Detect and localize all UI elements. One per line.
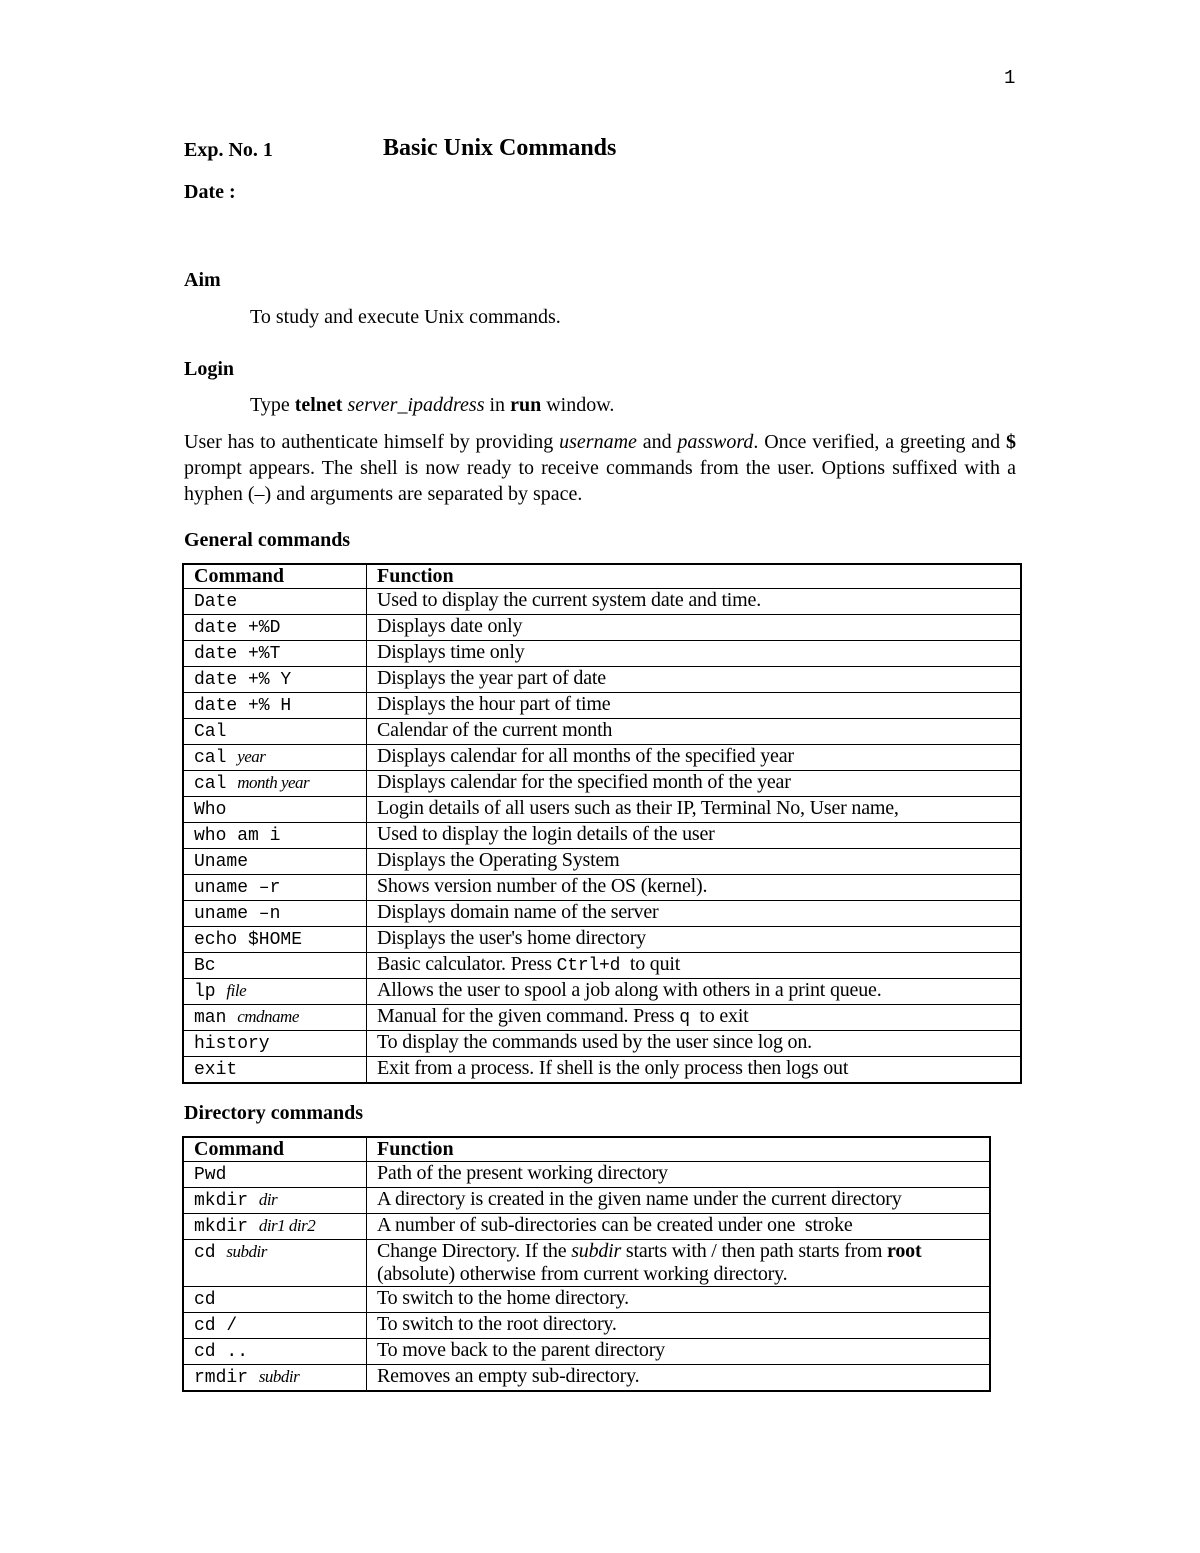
command-text: mkdir <box>194 1217 259 1237</box>
command-text: lp <box>194 982 227 1002</box>
function-text: Displays calendar for the specified month of the year <box>377 771 791 793</box>
command-argument: subdir <box>226 1242 267 1261</box>
general-commands-table <box>182 563 1022 1084</box>
function-cell <box>367 667 1022 693</box>
function-text: A number of sub-directories can be created under one stroke <box>377 1214 853 1236</box>
function-cell <box>367 589 1022 615</box>
table-row <box>183 771 1021 797</box>
function-cell <box>367 1240 991 1287</box>
function-text: Change Directory. If the <box>377 1240 572 1262</box>
command-text: Pwd <box>194 1165 227 1185</box>
command-argument: year <box>237 747 266 766</box>
table-row <box>183 719 1021 745</box>
table-row <box>183 615 1021 641</box>
command-text: uname –r <box>194 878 281 898</box>
function-text: Calendar of the current month <box>377 719 613 741</box>
login-heading: Login <box>184 358 235 380</box>
experiment-number: Exp. No. 1 <box>184 139 273 161</box>
command-cell <box>183 615 367 641</box>
command-text: date +%D <box>194 618 281 638</box>
command-argument: cmdname <box>237 1007 299 1026</box>
command-cell <box>183 1162 367 1188</box>
command-cell <box>183 1005 367 1031</box>
function-cell <box>367 615 1022 641</box>
general-commands-heading: General commands <box>184 529 351 551</box>
login-instruction: Type telnet server_ipaddress in run window. <box>250 394 615 416</box>
command-text: rmdir <box>194 1368 259 1388</box>
command-cell <box>183 719 367 745</box>
function-text: to quit <box>620 953 681 975</box>
function-cell <box>367 1287 991 1313</box>
function-text: To switch to the home directory. <box>377 1287 629 1309</box>
table-row <box>183 979 1021 1005</box>
command-cell <box>183 1339 367 1365</box>
function-text: Used to display the current system date and time. <box>377 589 761 611</box>
command-cell <box>183 1365 367 1392</box>
command-text: Date <box>194 592 238 612</box>
command-text: Who <box>194 800 227 820</box>
command-cell <box>183 823 367 849</box>
command-column-header: Command <box>183 564 367 589</box>
command-cell <box>183 1214 367 1240</box>
command-argument: subdir <box>258 1367 300 1386</box>
function-text: To switch to the root directory. <box>377 1313 617 1335</box>
function-cell <box>367 901 1022 927</box>
command-cell <box>183 875 367 901</box>
command-text: history <box>194 1034 270 1054</box>
function-key: Ctrl+d <box>556 956 621 976</box>
command-cell <box>183 1188 367 1214</box>
command-cell <box>183 667 367 693</box>
date-label: Date : <box>184 181 236 203</box>
function-text: Used to display the login details of the user <box>377 823 715 845</box>
function-italic: subdir <box>571 1240 622 1262</box>
function-text: Displays the year part of date <box>377 667 606 689</box>
table-row <box>183 1162 990 1188</box>
table-row <box>183 745 1021 771</box>
table-row <box>183 641 1021 667</box>
command-cell <box>183 1057 367 1084</box>
function-cell <box>367 1057 1022 1084</box>
function-cell <box>367 745 1022 771</box>
function-bold: root <box>887 1240 922 1262</box>
table-row <box>183 797 1021 823</box>
command-text: cal <box>194 774 238 794</box>
directory-commands-table <box>182 1136 991 1392</box>
function-cell <box>367 693 1022 719</box>
command-cell <box>183 901 367 927</box>
command-text: cal <box>194 748 238 768</box>
function-cell <box>367 1162 991 1188</box>
command-text: Bc <box>194 956 216 976</box>
command-text: man <box>194 1008 238 1028</box>
command-cell <box>183 797 367 823</box>
function-text: (absolute) otherwise from current working directory. <box>377 1240 927 1285</box>
function-cell <box>367 1339 991 1365</box>
command-text: echo $HOME <box>194 930 303 950</box>
table-row <box>183 927 1021 953</box>
command-text: Uname <box>194 852 249 872</box>
command-cell <box>183 771 367 797</box>
command-text: mkdir <box>194 1191 259 1211</box>
function-text: To display the commands used by the user since log on. <box>377 1031 812 1053</box>
table-row <box>183 1005 1021 1031</box>
function-text: to exit <box>689 1005 749 1027</box>
command-cell <box>183 1313 367 1339</box>
command-cell <box>183 1031 367 1057</box>
function-text: Shows version number of the OS (kernel). <box>377 875 708 897</box>
table-row <box>183 1240 990 1287</box>
function-text: Displays time only <box>377 641 525 663</box>
function-text: Path of the present working directory <box>377 1162 668 1184</box>
command-cell <box>183 641 367 667</box>
function-cell <box>367 849 1022 875</box>
command-text: cd <box>194 1243 227 1263</box>
table-row <box>183 1287 990 1313</box>
table-row <box>183 1339 990 1365</box>
page-title: Basic Unix Commands <box>383 135 617 161</box>
command-cell <box>183 1240 367 1287</box>
function-cell <box>367 641 1022 667</box>
function-text: Allows the user to spool a job along with others in a print queue. <box>377 979 882 1001</box>
function-cell <box>367 1313 991 1339</box>
table-row <box>183 667 1021 693</box>
command-cell <box>183 1287 367 1313</box>
function-text: To move back to the parent directory <box>377 1339 665 1361</box>
function-text: Removes an empty sub-directory. <box>377 1365 640 1387</box>
function-cell <box>367 875 1022 901</box>
table-row <box>183 1031 1021 1057</box>
aim-text: To study and execute Unix commands. <box>250 306 561 328</box>
function-cell <box>367 927 1022 953</box>
function-text: Login details of all users such as their IP, Terminal No, User name, <box>377 797 899 819</box>
table-row <box>183 823 1021 849</box>
function-cell <box>367 797 1022 823</box>
table-header-row <box>183 1137 990 1162</box>
command-cell <box>183 849 367 875</box>
function-cell <box>367 1365 991 1392</box>
command-cell <box>183 693 367 719</box>
function-cell <box>367 719 1022 745</box>
function-cell <box>367 1031 1022 1057</box>
function-cell <box>367 823 1022 849</box>
function-cell <box>367 953 1022 979</box>
command-text: cd <box>194 1290 216 1310</box>
command-cell <box>183 927 367 953</box>
table-row <box>183 1365 990 1392</box>
command-cell <box>183 745 367 771</box>
table-row <box>183 1188 990 1214</box>
command-argument: file <box>226 981 247 1000</box>
table-row <box>183 1057 1021 1084</box>
command-cell <box>183 589 367 615</box>
command-argument: month year <box>237 773 310 792</box>
aim-heading: Aim <box>184 269 221 291</box>
command-cell <box>183 953 367 979</box>
table-row <box>183 875 1021 901</box>
directory-commands-heading: Directory commands <box>184 1102 364 1124</box>
command-text: who am i <box>194 826 281 846</box>
table-header-row <box>183 564 1021 589</box>
login-description: User has to authenticate himself by providing username and password. Once verified, a greeting and $ prompt appears. The shell is now ready to receive commands from the user. Options suffixed with a hyphen (–) and arguments are separated by space. <box>184 431 1016 505</box>
command-text: Cal <box>194 722 227 742</box>
function-text: Displays the user's home directory <box>377 927 646 949</box>
function-text: Basic calculator. Press <box>377 953 557 975</box>
command-argument: dir <box>258 1190 278 1209</box>
function-text: Displays date only <box>377 615 523 637</box>
table-row <box>183 1214 990 1240</box>
command-argument: dir1 dir2 <box>258 1216 316 1235</box>
command-text: uname –n <box>194 904 281 924</box>
function-column-header: Function <box>367 1137 991 1162</box>
command-text: date +% H <box>194 696 292 716</box>
function-key: q <box>679 1008 690 1028</box>
command-text: date +% Y <box>194 670 292 690</box>
function-text: starts with / then path starts from <box>621 1240 888 1262</box>
command-text: exit <box>194 1060 238 1080</box>
function-cell <box>367 1188 991 1214</box>
function-column-header: Function <box>367 564 1022 589</box>
function-cell <box>367 979 1022 1005</box>
table-row <box>183 953 1021 979</box>
table-row <box>183 1313 990 1339</box>
function-text: Displays calendar for all months of the specified year <box>377 745 794 767</box>
function-text: Manual for the given command. Press <box>377 1005 680 1027</box>
function-text: Displays domain name of the server <box>377 901 659 923</box>
command-text: date +%T <box>194 644 281 664</box>
function-text: Displays the Operating System <box>377 849 620 871</box>
command-column-header: Command <box>183 1137 367 1162</box>
table-row <box>183 589 1021 615</box>
command-text: cd .. <box>194 1342 249 1362</box>
function-cell <box>367 771 1022 797</box>
table-row <box>183 901 1021 927</box>
command-text: cd / <box>194 1316 238 1336</box>
function-text: A directory is created in the given name under the current directory <box>377 1188 902 1210</box>
table-row <box>183 693 1021 719</box>
command-cell <box>183 979 367 1005</box>
table-row <box>183 849 1021 875</box>
function-text: Exit from a process. If shell is the only process then logs out <box>377 1057 849 1079</box>
function-text: Displays the hour part of time <box>377 693 611 715</box>
function-cell <box>367 1005 1022 1031</box>
function-cell <box>367 1214 991 1240</box>
page-number: 1 <box>1004 67 1016 89</box>
